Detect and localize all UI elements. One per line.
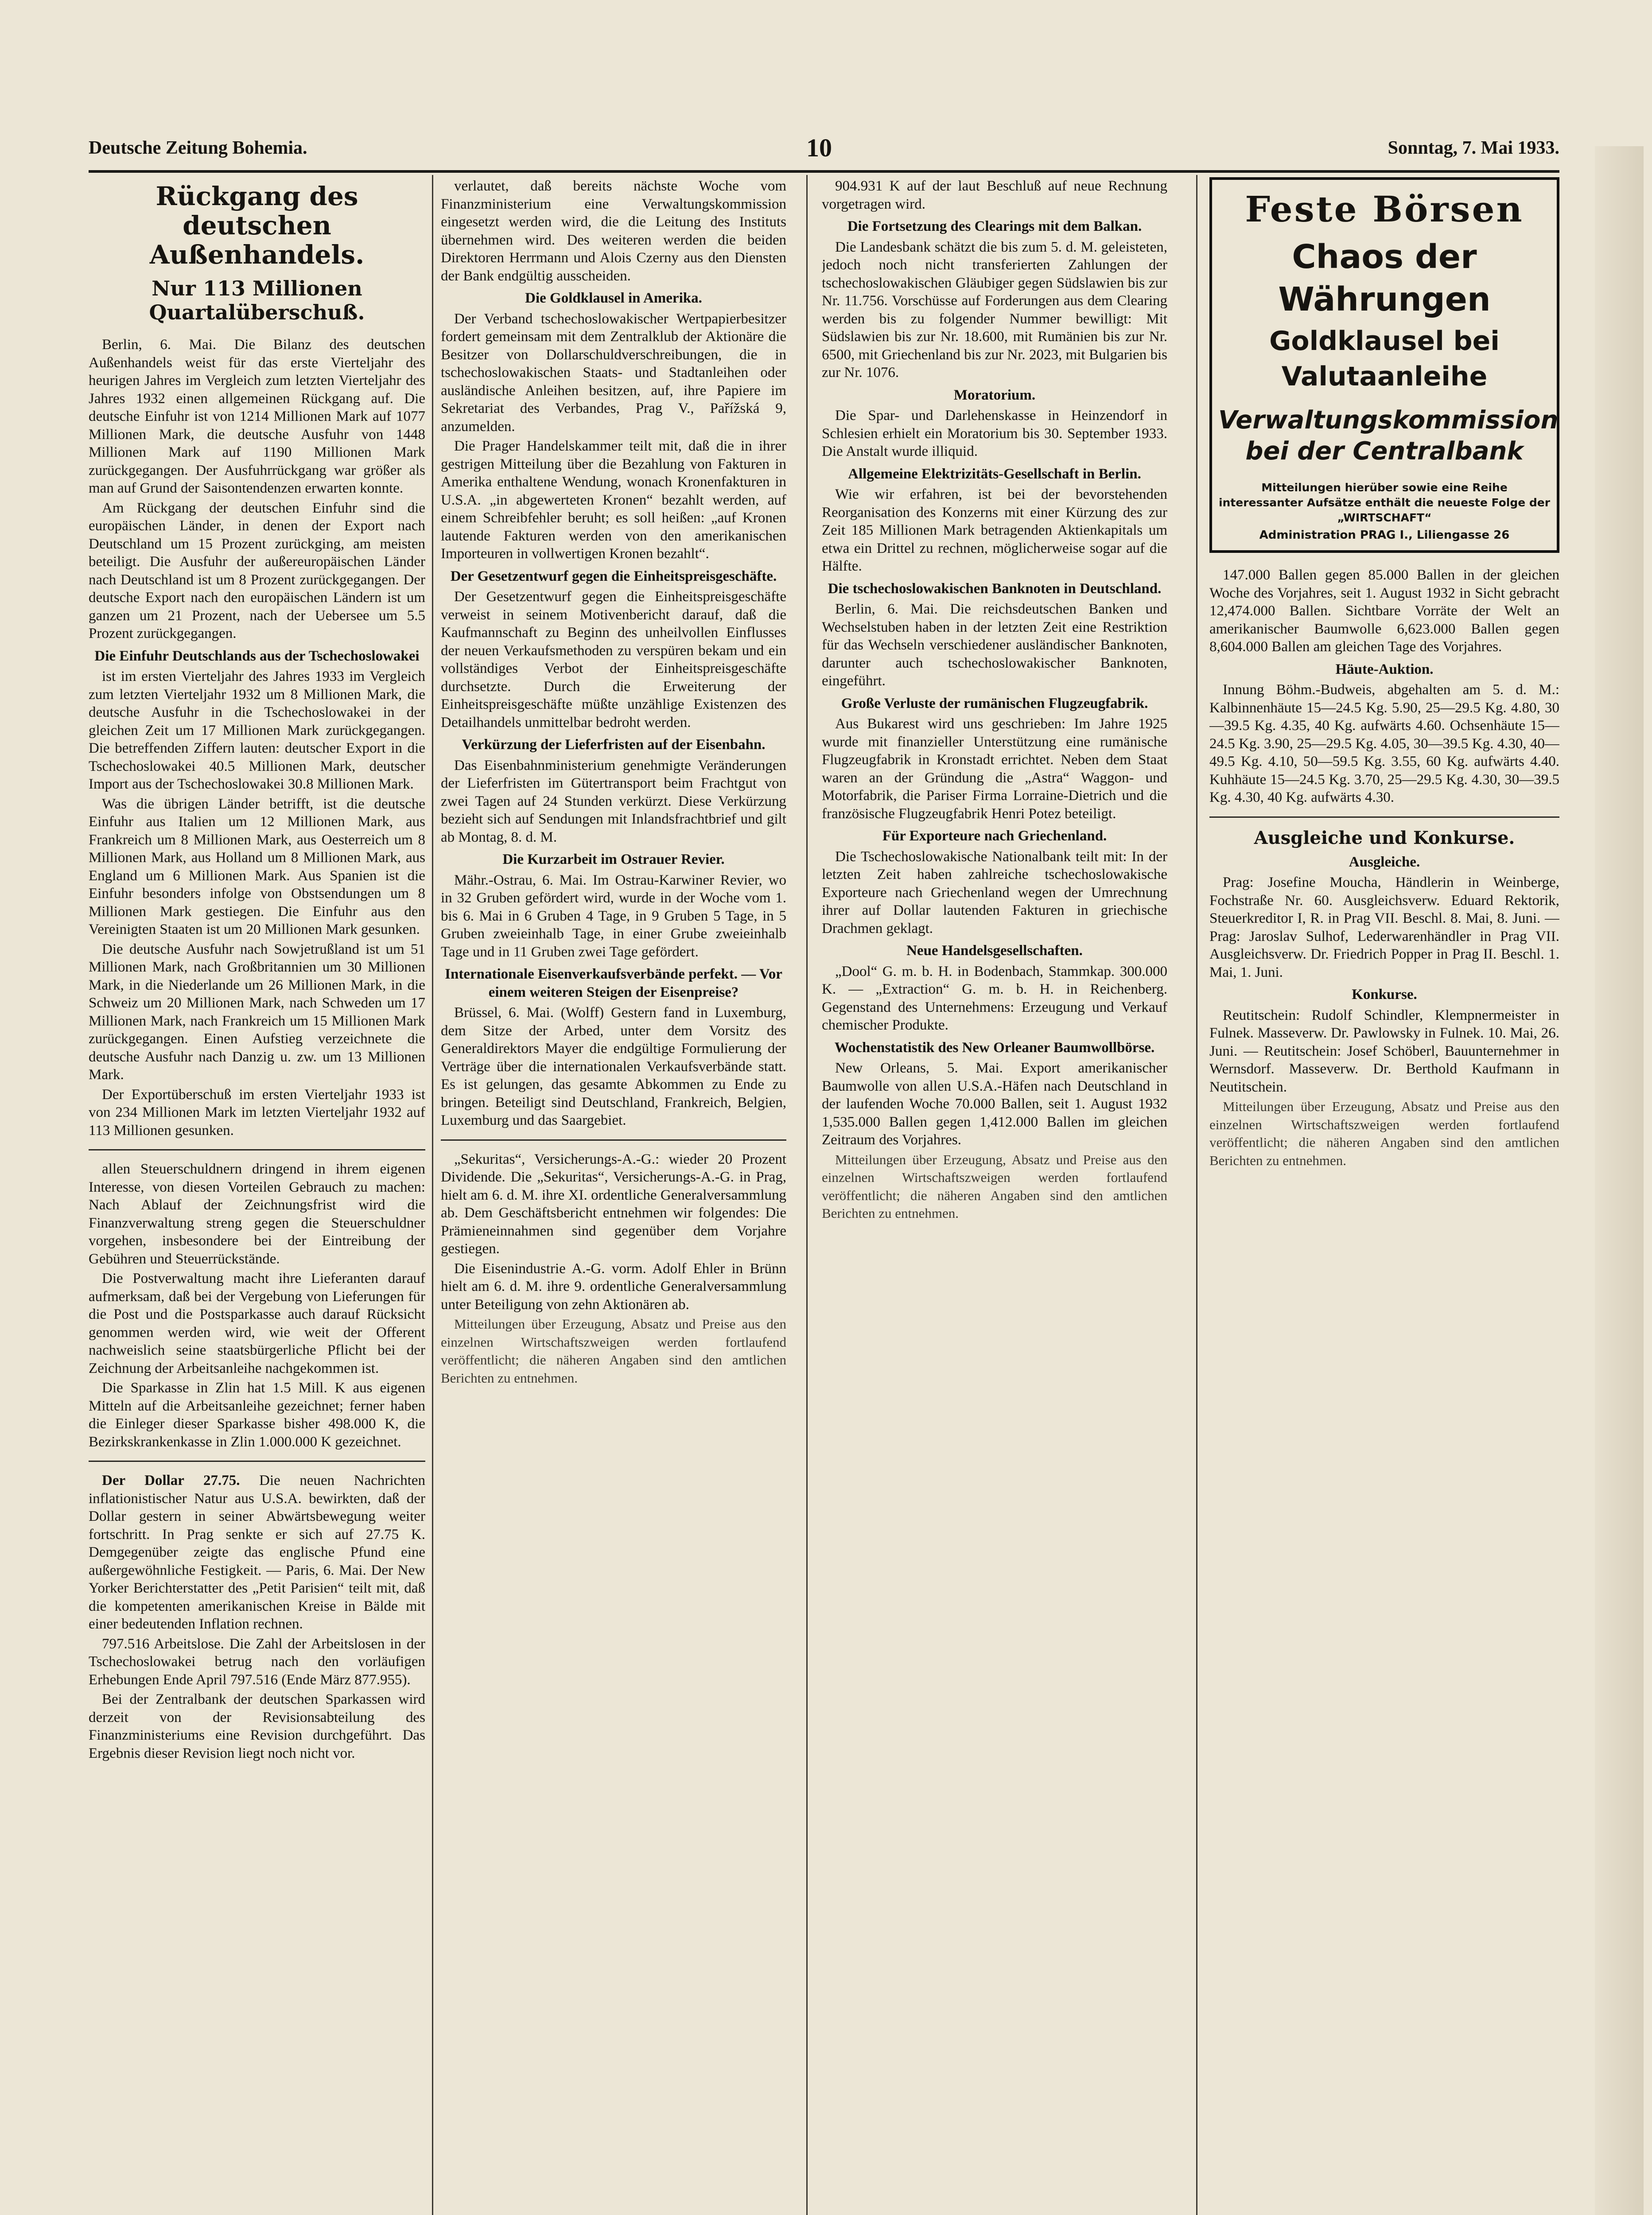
article-paragraph: Aus Bukarest wird uns geschrieben: Im Jahre 1925 wurde mit finanzieller Unterstützung eine rumänische Flugzeugfabrik in Kronstadt errichtet. Neben dem Staat waren an der Gründung die „Astra“ Waggon- und Motorfabrik, die Pariser Firma Lorraine-Dietrich und die französische Flugzeugfabrik Henri Potez beteiligt. — [822, 716, 1167, 822]
section-subheading: Internationale Eisenverkaufsverbände perfekt. — Vor einem weiteren Steigen der Eisenpreise? — [445, 966, 782, 1000]
article-paragraph: Prag: Josefine Moucha, Händlerin in Weinberge, Fochstraße Nr. 60. Ausgleichsverw. Eduard Rektorik, Steuerkreditor I, R. in Prag VII. Beschl. 8. Mai, 8. Juni. — Prag: Jaroslav Sulhof, Lederwarenhändler in Prag VII. Ausgleichsverw. Dr. Friedrich Popper in Prag II. Beschl. 1. Mai, 1. Juni. — [1209, 874, 1559, 980]
article-paragraph: „Sekuritas“, Versicherungs-A.-G.: wieder 20 Prozent Dividende. Die „Sekuritas“, Versicherungs-A.-G. in Prag, hielt am 6. d. M. ihre XI. ordentliche Generalversammlung ab. Dem Geschäftsbericht entnehmen wir folgendes: Die Prämieneinnahmen sind gegenüber dem Vorjahre gestiegen. — [441, 1151, 786, 1257]
article-paragraph: 147.000 Ballen gegen 85.000 Ballen in der gleichen Woche des Vorjahres, seit 1. August 1932 in Sicht gebracht 12,474.000 Ballen. Sichtbare Vorräte der Welt an amerikanischer Baumwolle 6,623.000 Ballen gegen 8,604.000 Ballen am gleichen Tage des Vorjahres. — [1209, 567, 1559, 655]
page-number: 10 — [806, 133, 832, 162]
article-paragraph: Berlin, 6. Mai. Die reichsdeutschen Banken und Wechselstuben haben in der letzten Zeit eine Restriktion für das Wechseln verschiedener ausländischer Banknoten, darunter auch tschechoslowakischer Banknoten, eingeführt. — [822, 601, 1167, 689]
page-header — [89, 133, 1559, 164]
item-text: Die neuen Nachrichten inflationistischer Natur aus U.S.A. bewirkten, daß der Dollar gestern in seiner Abwärtsbewegung weiter fortschritt. In Prag senkte er sich auf 27.75 K. Demgegenüber zeigte das englische Pfund eine außergewöhnliche Festigkeit. — Paris, 6. Mai. Der New Yorker Berichterstatter des „Petit Parisien“ teilt mit, daß die kompetenten amerikanischen Kreise in Bälde mit einer bedeutenden Inflation rechnen. — [89, 1473, 425, 1632]
column-2 — [441, 177, 786, 2215]
article-paragraph: Die Sparkasse in Zlin hat 1.5 Mill. K aus eigenen Mitteln auf die Arbeitsanleihe gezeichnet; ferner haben die Einleger dieser Sparkasse bisher 498.000 K, die Bezirkskrankenkasse in Zlin 1.000.000 K gezeichnet. — [89, 1380, 425, 1450]
article-subheadline: Nur 113 Millionen Quartalüberschuß. — [149, 276, 365, 324]
column-3 — [822, 177, 1167, 2215]
article-separator — [441, 1139, 786, 1141]
header-rule — [89, 170, 1559, 173]
article-paragraph: Die Landesbank schätzt die bis zum 5. d. M. geleisteten, jedoch noch nicht transferierten Zahlungen der tschechoslowakischen Gläubiger gegen Südslawien bis zur Nr. 11.756. Vorschüsse auf Forderungen aus dem Clearing werden bis zu folgender Nummer bewilligt: Mit Südslawien bis zur Nr. 18.600, mit Rumänien bis zur Nr. 6500, mit Griechenland bis zur Nr. 2023, mit Bulgarien bis zur Nr. 1076. — [822, 239, 1167, 381]
section-subheading: Die Goldklausel in Amerika. — [525, 290, 702, 306]
ad-line: Verwaltungskommission bei der Centralbank — [1218, 406, 1559, 466]
section-subheading: Der Gesetzentwurf gegen die Einheitspreisgeschäfte. — [450, 568, 777, 584]
article-paragraph: 904.931 K auf der laut Beschluß auf neue Rechnung vorgetragen wird. — [822, 178, 1167, 212]
article-paragraph: Die deutsche Ausfuhr nach Sowjetrußland ist um 51 Millionen Mark, nach Großbritannien um 30 Millionen Mark, in die Niederlande um 26 Millionen Mark, in die Schweiz um 20 Millionen Mark, nach Schweden um 17 Millionen Mark, nach Frankreich um 15 Millionen Mark zurückgegangen. Einen Aufstieg verzeichnete die deutsche Ausfuhr nach Danzig u. zw. um 13 Millionen Mark. — [89, 941, 425, 1083]
column-4 — [1209, 177, 1559, 2215]
section-subheading: Die Kurzarbeit im Ostrauer Revier. — [502, 851, 725, 867]
section-subheading: Allgemeine Elektrizitäts-Gesellschaft in Berlin. — [848, 466, 1141, 482]
article-paragraph — [89, 1472, 425, 1633]
section-subheading: Verkürzung der Lieferfristen auf der Eisenbahn. — [462, 737, 766, 753]
article-paragraph: Das Eisenbahnministerium genehmigte Veränderungen der Lieferfristen im Gütertransport beim Frachtgut von zwei Tagen auf 24 Stunden verkürzt. Diese Verkürzung bezieht sich auf Sendungen mit Inlandsfrachtbrief und gilt ab Montag, 8. d. M. — [441, 757, 786, 845]
article-paragraph: ist im ersten Vierteljahr des Jahres 1933 im Vergleich zum letzten Vierteljahr 1932 um 8 Millionen Mark, die deutsche Ausfuhr in die Tschechoslowakei in der gleichen Zeit um 17 Millionen Mark zurückgegangen. Die betreffenden Ziffern lauten: deutscher Export in die Tschechoslowakei 40.5 Millionen Mark, deutscher Import aus der Tschechoslowakei 30.8 Millionen Mark. — [89, 668, 425, 792]
ad-headline: Feste Börsen — [1245, 188, 1524, 230]
section-subheading: Wochenstatistik des New Orleaner Baumwollbörse. — [834, 1039, 1155, 1056]
item-title: Der Dollar 27.75. — [102, 1473, 240, 1488]
article-paragraph: Der Verband tschechoslowakischer Wertpapierbesitzer fordert gemeinsam mit dem Zentralklub der Aktionäre die Besitzer von Dollarschuldverschreibungen, die in tschechoslowakischen Staats- und Stadtanleihen oder ausländische Anleihen besitzen, auf, ihre Papiere im Sekretariat des Verbandes, Prag V., Pařížská 9, anzumelden. — [441, 311, 786, 435]
article-separator — [89, 1149, 425, 1150]
section-subheading: Die tschechoslowakischen Banknoten in Deutschland. — [828, 580, 1162, 597]
article-paragraph: verlautet, daß bereits nächste Woche vom Finanzministerium eine Verwaltungskommission eingesetzt werden wird, die die Leitung des Instituts übernehmen wird. Des weiteren werden die beiden Direktoren Herrmann und Alois Czerny aus den Diensten der Bank endgültig ausscheiden. — [441, 178, 786, 284]
article-paragraph: Mitteilungen über Erzeugung, Absatz und Preise aus den einzelnen Wirtschaftszweigen werden fortlaufend veröffentlicht; die näheren Angaben sind den amtlichen Berichten zu entnehmen. — [1209, 1099, 1559, 1168]
article-paragraph: Die Postverwaltung macht ihre Lieferanten darauf aufmerksam, daß bei der Vergebung von Lieferungen für die Post und die Postsparkasse auch darauf Rücksicht genommen werden wird, wie weit der Offerent nachweislich seine staatsbürgerliche Pflicht bei der Zeichnung der Arbeitsanleihe nachgekommen ist. — [89, 1271, 425, 1376]
section-heading: Ausgleiche und Konkurse. — [1254, 827, 1515, 848]
section-subheading: Die Fortsetzung des Clearings mit dem Balkan. — [847, 218, 1142, 234]
section-subheading: Neue Handelsgesellschaften. — [906, 943, 1083, 959]
article-paragraph: allen Steuerschuldnern dringend in ihrem eigenen Interesse, von diesen Vorteilen Gebrauch zu machen: Nach Ablauf der Zeichnungsfrist wird die Finanzverwaltung streng gegen die Steuerschuldner vorgehen, insbesondere bei der Eintreibung der Gebühren und Steuerrückstände. — [89, 1161, 425, 1267]
advertisement-box — [1209, 177, 1559, 553]
ad-address: Administration PRAG I., Liliengasse 26 — [1259, 528, 1510, 542]
article-headline: Rückgang des deutschen Außenhandels. — [149, 181, 365, 270]
ad-fineprint: Mitteilungen hierüber sowie eine Reihe interessanter Aufsätze enthält die neueste Folge der „WIRTSCHAFT“ — [1218, 481, 1551, 524]
article-paragraph: New Orleans, 5. Mai. Export amerikanischer Baumwolle von allen U.S.A.-Häfen nach Deutschland in der laufenden Woche 70.000 Ballen, seit 1. August 1932 1,535.000 Ballen gegen 1,412.000 Ballen im gleichen Zeitraum des Vorjahres. — [822, 1060, 1167, 1148]
ad-line: Chaos der Währungen — [1278, 238, 1491, 319]
section-subheading: Häute-Auktion. — [1335, 661, 1434, 677]
article-paragraph: Reutitschein: Rudolf Schindler, Klempnermeister in Fulnek. Masseverw. Dr. Pawlowsky in Fulnek. 10. Mai, 26. Juni. — Reutitschein: Josef Schöberl, Bauunternehmer in Wernsdorf. Masseverw. Dr. Berthold Kaufmann in Neutitschein. — [1209, 1007, 1559, 1095]
article-paragraph: Brüssel, 6. Mai. (Wolff) Gestern fand in Luxemburg, dem Sitze der Arbed, unter dem Vorsitz des Generaldirektors Mayer die endgültige Formulierung der Verträge über die internationalen Verkaufsverbände statt. Es ist gelungen, das gesamte Abkommen zu Ende zu bringen. Beteiligt sind Deutschland, Frankreich, Belgien, Luxemburg und das Saargebiet. — [441, 1005, 786, 1128]
article-paragraph: Die Tschechoslowakische Nationalbank teilt mit: In der letzten Zeit haben zahlreiche tschechoslowakische Exporteure nach Griechenland wegen der Umrechnung ihrer auf Dollar lautenden Fakturen in griechische Drachmen geklagt. — [822, 848, 1167, 937]
article-paragraph: Die Spar- und Darlehenskasse in Heinzendorf in Schlesien erhielt ein Moratorium bis 30. September 1933. Die Anstalt wurde illiquid. — [822, 408, 1167, 459]
article-paragraph: Die Prager Handelskammer teilt mit, daß die in ihrer gestrigen Mitteilung über die Bezahlung von Fakturen in Amerika enthaltene Wendung, wonach Kronenfakturen in U.S.A. „in abgewerteten Kronen“ bezahlt werden, auf einem Schreibfehler beruht; es soll heißen: „auf Kronen lautende Fakturen werden von den amerikanischen Importeuren in vollwertigen Kronen bezahlt“. — [441, 438, 786, 562]
issue-date: Sonntag, 7. Mai 1933. — [1388, 138, 1559, 158]
article-paragraph: Bei der Zentralbank der deutschen Sparkassen wird derzeit von der Revisionsabteilung des Finanzministeriums eine Revision durchgeführt. Das Ergebnis dieser Revision liegt noch nicht vor. — [89, 1691, 425, 1761]
section-subheading: Moratorium. — [953, 387, 1036, 403]
page-edge-shadow — [1595, 146, 1644, 2215]
article-paragraph: Am Rückgang der deutschen Einfuhr sind die europäischen Länder, in denen der Export nach Deutschland um 15 Prozent zurückging, am meisten beteiligt. Die Ausfuhr der außereuropäischen Länder nach Deutschland ist um 8 Prozent zurückgegangen. Der deutsche Export nach den europäischen Ländern ist um ganzen um 21 Prozent, nach der Uebersee um 5.5 Prozent zurückgegangen. — [89, 500, 425, 641]
section-subheading: Große Verluste der rumänischen Flugzeugfabrik. — [841, 695, 1148, 711]
column-divider — [432, 175, 433, 2215]
article-paragraph: 797.516 Arbeitslose. Die Zahl der Arbeitslosen in der Tschechoslowakei betrug nach den vorläufigen Erhebungen Ende April 797.516 (Ende März 877.955). — [89, 1636, 425, 1688]
article-separator — [1209, 816, 1559, 818]
article-paragraph: Was die übrigen Länder betrifft, ist die deutsche Einfuhr aus Italien um 12 Millionen Mark, aus Frankreich um 8 Millionen Mark, aus Oesterreich um 8 Millionen Mark, aus Holland um 8 Millionen Mark, aus England um 6 Millionen Mark. Aus Spanien ist die Einfuhr besonders infolge von Obstsendungen um 8 Millionen Mark gestiegen. Die Einfuhr aus den Vereinigten Staaten ist um 20 Millionen Mark gesunken. — [89, 796, 425, 937]
section-subheading: Für Exporteure nach Griechenland. — [882, 828, 1107, 844]
article-paragraph: Mitteilungen über Erzeugung, Absatz und Preise aus den einzelnen Wirtschaftszweigen werden fortlaufend veröffentlicht; die näheren Angaben sind den amtlichen Berichten zu entnehmen. — [822, 1151, 1167, 1221]
column-divider — [1196, 175, 1197, 2215]
section-subheading: Ausgleiche. — [1349, 854, 1420, 870]
section-subheading: Konkurse. — [1352, 987, 1417, 1003]
article-paragraph: Der Exportüberschuß im ersten Vierteljahr 1933 ist von 234 Millionen Mark im letzten Vierteljahr 1932 auf 113 Millionen gesunken. — [89, 1086, 425, 1139]
column-1 — [89, 177, 425, 2215]
column-divider — [806, 175, 808, 2215]
article-paragraph: „Dool“ G. m. b. H. in Bodenbach, Stammkap. 300.000 K. — „Extraction“ G. m. b. H. in Reichenberg. Gegenstand des Unternehmens: Erzeugung und Verkauf chemischer Produkte. — [822, 963, 1167, 1033]
article-paragraph: Der Gesetzentwurf gegen die Einheitspreisgeschäfte verweist in seinem Motivenbericht darauf, daß die Kaufmannschaft zu Beginn des unheilvollen Einflusses der neuen Verkaufsmethoden zu verspüren bekam und ein vollständiges Verbot der Einheitspreisgeschäfte durchsetzte. Durch die Erweiterung der Einheitspreisgeschäfte müßte unzählige Existenzen des Detailhandels unmittelbar bedroht werden. — [441, 589, 786, 731]
article-paragraph: Berlin, 6. Mai. Die Bilanz des deutschen Außenhandels weist für das erste Vierteljahr des heurigen Jahres im Vergleich zum letzten Vierteljahr des Jahres 1932 einen allgemeinen Rückgang auf. Die deutsche Einfuhr ist von 1214 Millionen Mark auf 1077 Millionen Mark, die deutsche Ausfuhr von 1448 Millionen Mark auf 1190 Millionen Mark zurückgegangen. Der Ausfuhrrückgang war größer als man auf Grund der Saisontendenzen erwarten konnte. — [89, 337, 425, 496]
article-paragraph: Mitteilungen über Erzeugung, Absatz und Preise aus den einzelnen Wirtschaftszweigen werden fortlaufend veröffentlicht; die näheren Angaben sind den amtlichen Berichten zu entnehmen. — [441, 1316, 786, 1386]
article-separator — [89, 1461, 425, 1462]
article-paragraph: Die Eisenindustrie A.-G. vorm. Adolf Ehler in Brünn hielt am 6. d. M. ihre 9. ordentliche Generalversammlung unter Beteiligung von zehn Aktionären ab. — [441, 1260, 786, 1313]
article-paragraph: Mähr.-Ostrau, 6. Mai. Im Ostrau-Karwiner Revier, wo in 32 Gruben gefördert wird, wurde in der Woche vom 1. bis 6. Mai in 6 Gruben 4 Tage, in 9 Gruben 5 Tage, in 5 Gruben zweieinhalb Tage, in einer Grube zweieinhalb Tage und in 11 Gruben zwei Tage gefördert. — [441, 872, 786, 960]
article-paragraph: Wie wir erfahren, ist bei der bevorstehenden Reorganisation des Konzerns mit einer Kürzung des zur Zeit 185 Millionen Mark betragenden Aktienkapitals um etwa ein Drittel zu rechnen, möglicherweise sogar auf die Hälfte. — [822, 486, 1167, 574]
newspaper-title: Deutsche Zeitung Bohemia. — [89, 138, 307, 158]
ad-line: Goldklausel bei Valutaanleihe — [1269, 326, 1500, 392]
article-paragraph: Innung Böhm.-Budweis, abgehalten am 5. d. M.: Kalbinnenhäute 15—24.5 Kg. 5.90, 25—29.5 Kg. 4.80, 30—39.5 Kg. 4.35, 40 Kg. aufwärts 4.60. Ochsenhäute 15—24.5 Kg. 3.90, 25—29.5 Kg. 4.05, 30—39.5 Kg. 4.30, 40—49.5 Kg. 4.10, 50—59.5 Kg. 3.55, 60 Kg. aufwärts 4.40. Kuhhäute 15—24.5 Kg. 3.70, 25—29.5 Kg. 4.30, 30—39.5 Kg. 4.30, 40 Kg. aufwärts 4.30. — [1209, 682, 1559, 805]
section-subheading: Die Einfuhr Deutschlands aus der Tschechoslowakei — [94, 648, 420, 664]
